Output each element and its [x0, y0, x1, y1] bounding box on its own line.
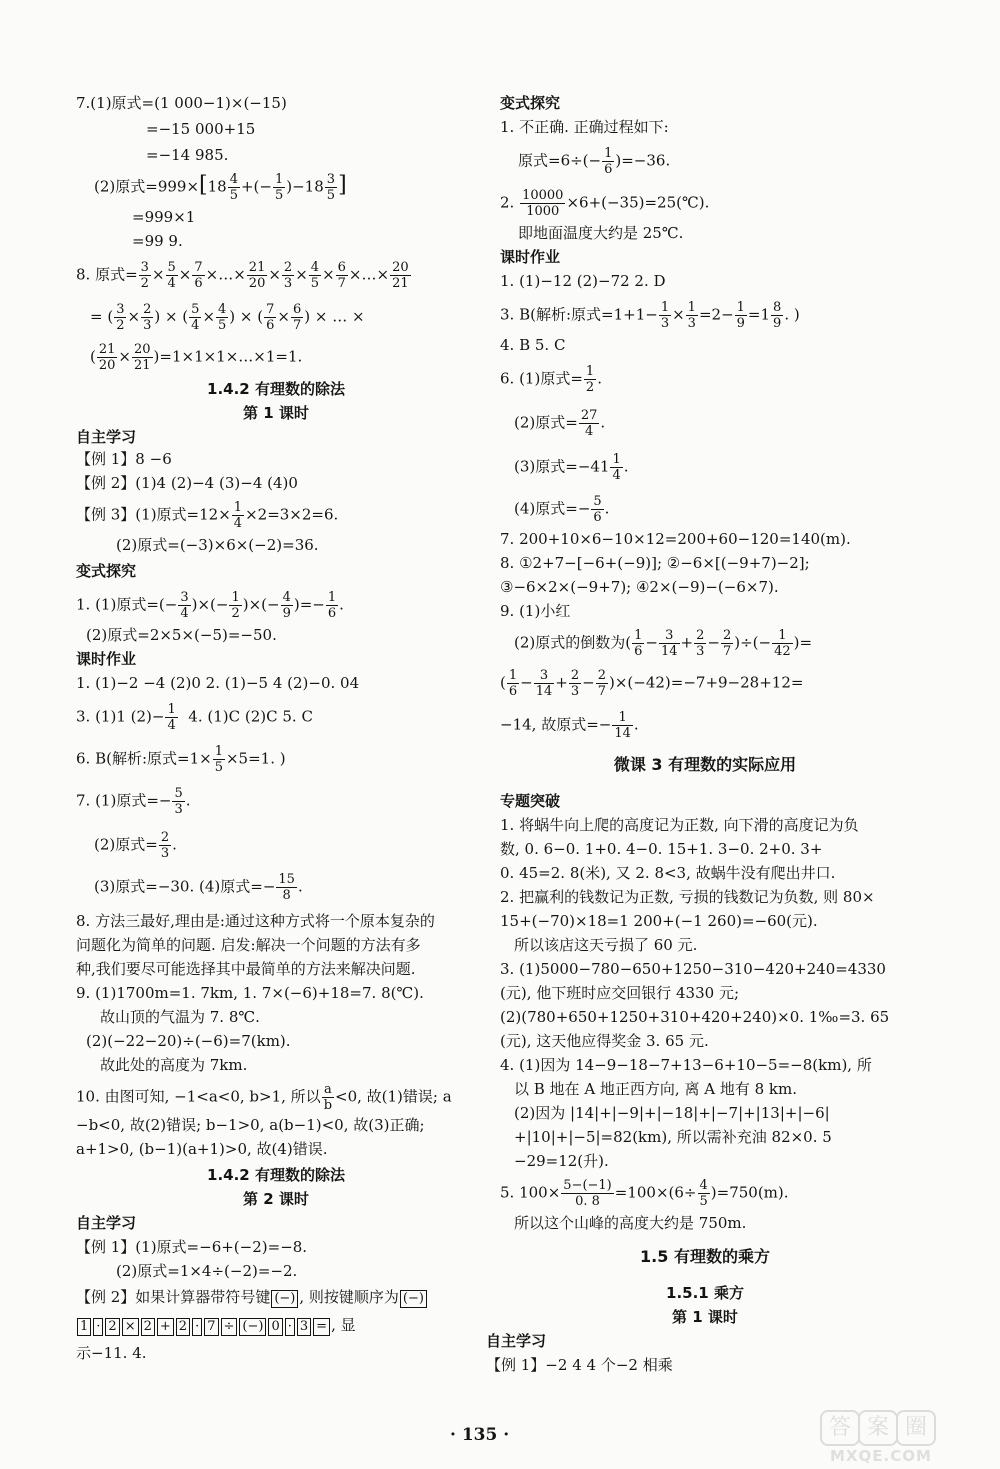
text-line: (2)原式=(−3)×6×(−2)=36. — [116, 536, 319, 554]
calculator-key: = — [313, 1318, 330, 1336]
text-line: (2)(−22−20)÷(−6)=7(km). — [86, 1032, 291, 1050]
text-line: 以 B 地在 A 地正西方向, 离 A 地有 8 km. — [514, 1080, 797, 1098]
text-line: 1. 将蜗牛向上爬的高度记为正数, 向下滑的高度记为负 — [500, 816, 859, 834]
text-line: 故山顶的气温为 7. 8℃. — [100, 1008, 260, 1026]
calculator-key: ÷ — [221, 1318, 238, 1336]
formula-line: 3. (1)1 (2)− $\frac{1}{4}$ 4. (1)C (2)C 5. C — [76, 702, 313, 733]
section-title: 1.5.1 乘方 — [666, 1284, 744, 1302]
formula-line: (2)原式=999×[18 $\frac{4}{5}$ +(− $\frac{1}{5}$ )−18 $\frac{3}{5}$ ] — [94, 172, 347, 203]
formula-line: 3. B(解析:原式=1+1− $\frac{1}{3}$ × $\frac{1}{3}$ =2− $\frac{1}{9}$ =1 $\frac{8}{9}$ . ) — [500, 300, 800, 331]
calculator-key: 2 — [176, 1318, 190, 1336]
section-title: 微课 3 有理数的实际应用 — [613, 755, 797, 774]
text-line: 【例 1】(1)原式=−6+(−2)=−8. — [76, 1238, 308, 1256]
heading: 自主学习 — [76, 428, 137, 446]
page-number: · 135 · — [450, 1425, 510, 1445]
text-line: 8. 方法三最好,理由是:通过这种方式将一个原本复杂的 — [76, 912, 435, 930]
text-line: =999×1 — [132, 208, 196, 226]
formula-line: 【例 3】(1)原式=12× $\frac{1}{4}$ ×2=3×2=6. — [76, 500, 339, 531]
calculator-key: 2 — [141, 1318, 155, 1336]
key-sequence: 1 · 2 × 2 + 2 · 7 ÷ (−) 0 · 3 = , 显 — [76, 1314, 356, 1336]
text-line: 1. (1)−2 −4 (2)0 2. (1)−5 4 (2)−0. 04 — [76, 674, 360, 692]
formula-line: (2)原式= $\frac{2}{3}$ . — [94, 830, 177, 861]
calculator-key: (−) — [271, 1290, 298, 1308]
text-line: 15+(−70)×18=1 200+(−1 260)=−60(元). — [500, 912, 818, 930]
text-line: (2)(780+650+1250+310+420+240)×0. 1‰=3. 65 — [500, 1008, 890, 1026]
text-line: (2)原式=1×4÷(−2)=−2. — [116, 1262, 298, 1280]
text-line: −29=12(升). — [514, 1152, 609, 1170]
text-line: 2. 把赢利的钱数记为正数, 亏损的钱数记为负数, 则 80× — [500, 888, 875, 906]
text-line: 4. B 5. C — [500, 336, 566, 354]
formula-line: (3)原式=−30. (4)原式=− $\frac{15}{8}$ . — [94, 872, 303, 903]
calculator-key: (−) — [239, 1318, 266, 1336]
formula-line: −14, 故原式=− $\frac{1}{14}$ . — [500, 710, 639, 741]
text-line: 1. (1)−12 (2)−72 2. D — [500, 272, 666, 290]
calculator-key: · — [192, 1318, 202, 1336]
heading: 专题突破 — [500, 792, 561, 810]
formula-line: 10. 由图可知, −1<a<0, b>1, 所以 $\frac{a}{b}$ <0, 故(1)错误; a — [76, 1082, 452, 1113]
text-line: −b<0, 故(2)错误; b−1>0, a(b−1)<0, 故(3)正确; — [76, 1116, 425, 1134]
heading: 课时作业 — [500, 248, 561, 266]
text-line: 即地面温度大约是 25℃. — [518, 224, 684, 242]
text-line: =−15 000+15 — [146, 120, 256, 138]
heading: 变式探究 — [76, 562, 137, 580]
text-line: 示−11. 4. — [76, 1344, 147, 1362]
text-line: 【例 1】−2 4 4 个−2 相乘 — [486, 1356, 673, 1374]
heading: 课时作业 — [76, 650, 137, 668]
formula-line: (2)原式= $\frac{27}{4}$ . — [514, 408, 606, 439]
text-line: 8. ①2+7−[−6+(−9)]; ②−6×[(−9+7)−2]; — [500, 554, 810, 572]
formula-line: ( $\frac{21}{20}$ × $\frac{20}{21}$ )=1×1×1×…×1=1. — [90, 342, 303, 373]
text-line: 7. 200+10×6−10×12=200+60−120=140(m). — [500, 530, 851, 548]
text-line: 3. (1)5000−780−650+1250−310−420+240=4330 — [500, 960, 886, 978]
formula-line: 6. B(解析:原式=1× $\frac{1}{5}$ ×5=1. ) — [76, 744, 286, 775]
calculator-key: 3 — [297, 1318, 311, 1336]
text-line: (元), 他下班时应交回银行 4330 元; — [500, 984, 740, 1002]
heading: 自主学习 — [486, 1332, 547, 1350]
section-title: 1.4.2 有理数的除法 — [207, 380, 345, 398]
calculator-key: · — [93, 1318, 103, 1336]
text-line: 故此处的高度为 7km. — [100, 1056, 248, 1074]
formula-line: 1. (1)原式=(− $\frac{3}{4}$ )×(− $\frac{1}{2}$ )×(− $\frac{4}{9}$ )=− $\frac{1}{6}$ . — [76, 590, 344, 621]
formula-line: 6. (1)原式= $\frac{1}{2}$ . — [500, 364, 602, 395]
formula-line: (2)原式的倒数为( $\frac{1}{6}$ − $\frac{3}{14}$ + $\frac{2}{3}$ − $\frac{2}{7}$ )÷(− $\frac{1}{42}$ )= — [514, 628, 813, 659]
text-line: 0. 45=2. 8(米), 又 2. 8<3, 故蜗牛没有爬出井口. — [500, 864, 836, 882]
formula-line: 5. 100× $\frac{5-(-1)}{0. 8}$ =100×(6÷ $\frac{4}{5}$ )=750(m). — [500, 1178, 789, 1209]
text-line: 所以该店这天亏损了 60 元. — [514, 936, 698, 954]
formula-line: 8. 原式= $\frac{3}{2}$ × $\frac{5}{4}$ × $\frac{7}{6}$ ×…× $\frac{21}{20}$ × $\frac{2}{3}$ × $\frac{4}{5}$ × $\frac{6}{7}$ ×…× $\frac{20}{21}$ — [76, 260, 409, 291]
heading: 自主学习 — [76, 1214, 137, 1232]
watermark-logo: 答 案 圈 MXQE.COM — [820, 1410, 970, 1465]
calculator-key: + — [157, 1318, 174, 1336]
section-subtitle: 第 1 课时 — [672, 1308, 738, 1326]
text-line: (2)因为 |14|+|−9|+|−18|+|−7|+|13|+|−6| — [514, 1104, 830, 1122]
formula-line: 2. $\frac{10000}{1000}$ ×6+(−35)=25(℃). — [500, 188, 710, 219]
text-line: ③−6×2×(−9+7); ④2×(−9)−(−6×7). — [500, 578, 779, 596]
text-line: (元), 这天他应得奖金 3. 65 元. — [500, 1032, 709, 1050]
text-line: 【例 2】(1)4 (2)−4 (3)−4 (4)0 — [76, 474, 298, 492]
text-line: 数, 0. 6−0. 1+0. 4−0. 15+1. 3−0. 2+0. 3+ — [500, 840, 823, 858]
text-line: 7.(1)原式=(1 000−1)×(−15) — [76, 94, 287, 112]
text-line: 所以这个山峰的高度大约是 750m. — [514, 1214, 747, 1232]
section-subtitle: 第 2 课时 — [243, 1190, 309, 1208]
formula-line: (4)原式=− $\frac{5}{6}$ . — [514, 494, 610, 525]
text-line: 种,我们要尽可能选择其中最简单的方法来解决问题. — [76, 960, 416, 978]
heading: 变式探究 — [500, 94, 561, 112]
text-line: 9. (1)1700m=1. 7km, 1. 7×(−6)+18=7. 8(℃). — [76, 984, 424, 1002]
calculator-key: 0 — [268, 1318, 282, 1336]
formula-line: (3)原式=−41 $\frac{1}{4}$ . — [514, 452, 629, 483]
text-line: 问题化为简单的问题. 启发:解决一个问题的方法有多 — [76, 936, 421, 954]
formula-line: 7. (1)原式=− $\frac{5}{3}$ . — [76, 786, 191, 817]
calculator-key: × — [122, 1318, 139, 1336]
text-line: 【例 1】8 −6 — [76, 450, 172, 468]
text-line: =99 9. — [132, 232, 183, 250]
calculator-key: (−) — [400, 1290, 427, 1308]
formula-line: 原式=6÷(− $\frac{1}{6}$ )=−36. — [518, 146, 671, 177]
text-line: 4. (1)因为 14−9−18−7+13−6+10−5=−8(km), 所 — [500, 1056, 872, 1074]
section-title: 1.4.2 有理数的除法 — [207, 1166, 345, 1184]
text-line: =−14 985. — [146, 146, 229, 164]
calculator-key: · — [285, 1318, 295, 1336]
text-line: 9. (1)小红 — [500, 602, 571, 620]
formula-line: = ( $\frac{3}{2}$ × $\frac{2}{3}$ ) × ( $\frac{5}{4}$ × $\frac{4}{5}$ ) × ( $\frac{7}{6}$ × $\frac{6}{7}$ ) × … × — [90, 302, 365, 333]
section-subtitle: 第 1 课时 — [243, 404, 309, 422]
section-title: 1.5 有理数的乘方 — [640, 1247, 770, 1266]
text-line: 1. 不正确. 正确过程如下: — [500, 118, 669, 136]
formula-line: ( $\frac{1}{6}$ − $\frac{3}{14}$ + $\frac{2}{3}$ − $\frac{2}{7}$ )×(−42)=−7+9−28+12= — [500, 668, 804, 699]
calculator-key: 2 — [105, 1318, 119, 1336]
calculator-key: 1 — [77, 1318, 91, 1336]
calculator-key: 7 — [204, 1318, 218, 1336]
text-line: +|10|+|−5|=82(km), 所以需补充油 82×0. 5 — [514, 1128, 832, 1146]
text-line: a+1>0, (b−1)(a+1)>0, 故(4)错误. — [76, 1140, 328, 1158]
text-line: (2)原式=2×5×(−5)=−50. — [86, 626, 277, 644]
formula-line: 【例 2】如果计算器带符号键 (−) , 则按键顺序为 (−) — [76, 1286, 428, 1308]
